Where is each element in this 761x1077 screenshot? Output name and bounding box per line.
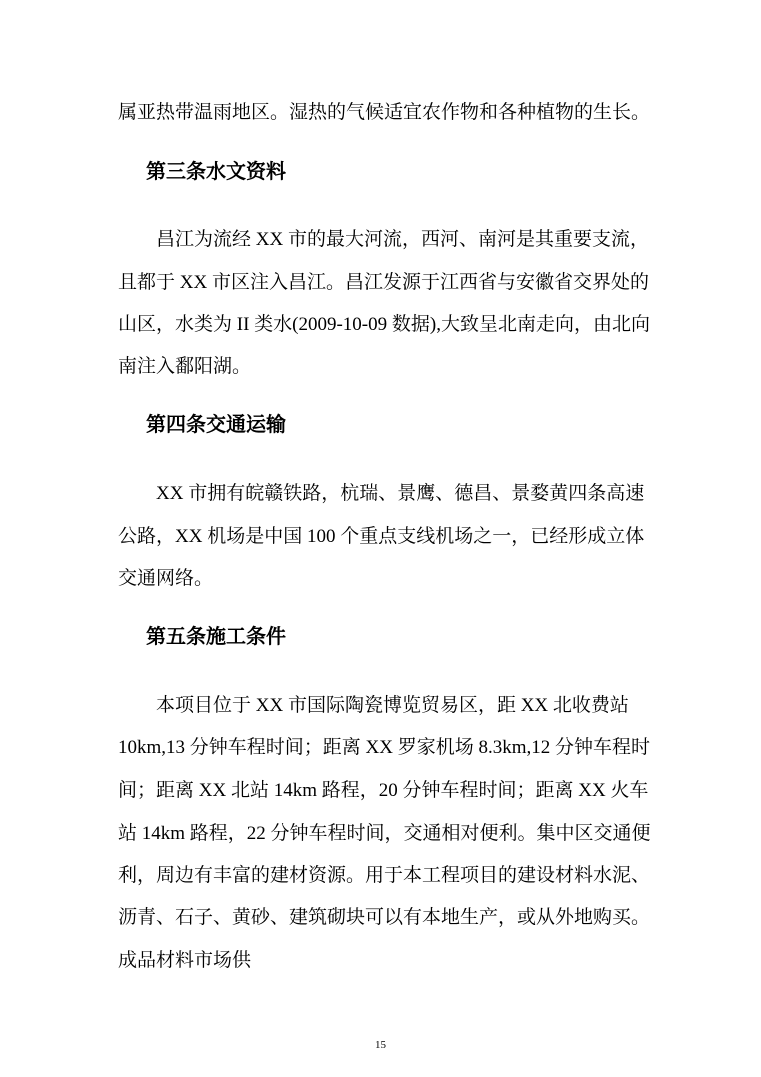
- paragraph-line: 间；距离 XX 北站 14km 路程，20 分钟车程时间；距离 XX 火车: [118, 780, 649, 801]
- paragraph-line: 利，周边有丰富的建材资源。用于本工程项目的建设材料水泥、: [118, 865, 651, 886]
- section-heading-transport: 第四条交通运输: [146, 414, 286, 436]
- paragraph-line: 10km,13 分钟车程时间；距离 XX 罗家机场 8.3km,12 分钟车程时: [118, 737, 651, 758]
- paragraph-line: 交通网络。: [118, 568, 214, 589]
- paragraph-line: 本项目位于 XX 市国际陶瓷博览贸易区，距 XX 北收费站: [156, 695, 629, 716]
- section-heading-hydrology: 第三条水文资料: [146, 161, 286, 183]
- page-number: 15: [375, 1039, 386, 1051]
- paragraph-line: 属亚热带温雨地区。湿热的气候适宜农作物和各种植物的生长。: [118, 102, 651, 123]
- paragraph-line: 站 14km 路程，22 分钟车程时间，交通相对便利。集中区交通便: [118, 823, 651, 844]
- paragraph-line: 山区，水类为 II 类水(2009-10-09 数据),大致呈北南走向，由北向: [118, 314, 650, 335]
- paragraph-line: 南注入鄱阳湖。: [118, 356, 252, 377]
- paragraph-line: 成品材料市场供: [118, 950, 252, 971]
- paragraph-line: 且都于 XX 市区注入昌江。昌江发源于江西省与安徽省交界处的: [118, 272, 649, 293]
- section-heading-construction: 第五条施工条件: [146, 626, 286, 648]
- paragraph-line: 沥青、石子、黄砂、建筑砌块可以有本地生产，或从外地购买。: [118, 907, 651, 928]
- paragraph-line: 昌江为流经 XX 市的最大河流，西河、南河是其重要支流，: [156, 229, 649, 250]
- paragraph-line: 公路，XX 机场是中国 100 个重点支线机场之一，已经形成立体: [118, 526, 645, 547]
- paragraph-line: XX 市拥有皖赣铁路，杭瑞、景鹰、德昌、景婺黄四条高速: [156, 483, 645, 504]
